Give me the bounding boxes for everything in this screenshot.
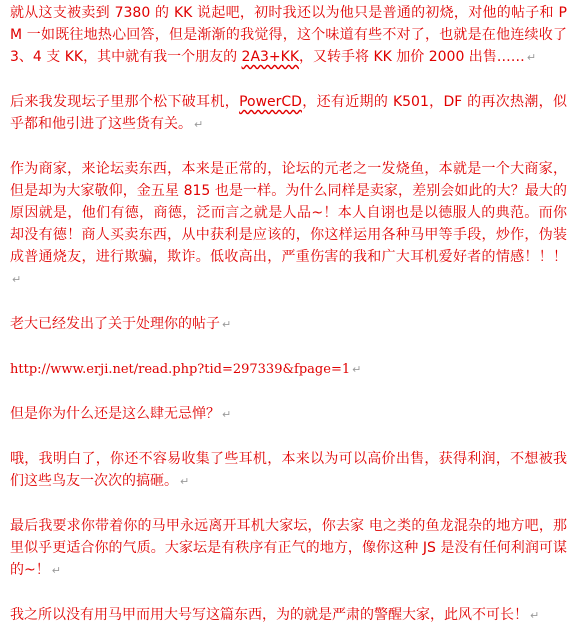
- document-body: [10, 2, 567, 627]
- paragraph-2-link-powercd[interactable]: PowerCD: [239, 94, 302, 110]
- paragraph-1-text-after: ，又转手将 KK 加价 2000 出售……: [299, 49, 525, 65]
- paragraph-9-text: 我之所以没有用马甲而用大号写这篇东西，为的就是严肃的警醒大家，此风不可长！: [10, 607, 528, 623]
- paragraph-mark-icon: ↵: [222, 408, 232, 421]
- paragraph-7-text: 哦，我明白了，你还不容易收集了些耳机，本来以为可以高价出售，获得利润，不想被我们这些鸟友一次次的搞砸。: [10, 451, 567, 489]
- paragraph-4-text: 老大已经发出了关于处理你的帖子: [10, 316, 220, 332]
- paragraph-2: [10, 91, 567, 136]
- paragraph-mark-icon: ↵: [526, 51, 537, 64]
- blank-line: [10, 336, 567, 358]
- paragraph-9: [10, 604, 567, 627]
- blank-line: [10, 136, 567, 158]
- paragraph-3-text: 作为商家，来论坛卖东西，本来是正常的，论坛的元老之一发烧鱼，本就是一个大商家，但是却为大家敬仰，金五星 815 也是一样。为什么同样是卖家，差别会如此的大？最大的原因就是，他们有德，商德，泛而言之就是人品~！本人自诩也是以德服人的典范。而你却没有德！商人买卖东西，从中获利是应该的，你这样运用各种马甲等手段，炒作，伪装成普通烧友，进行欺骗，欺诈。低收高出，严重伤害的我和广大耳机爱好者的情感！！！: [10, 161, 567, 265]
- paragraph-6-text: 但是你为什么还是这么肆无忌惮？: [10, 406, 220, 422]
- paragraph-mark-icon: ↵: [12, 273, 22, 286]
- paragraph-mark-icon: ↵: [222, 318, 232, 331]
- blank-line: [10, 381, 567, 403]
- blank-line: [10, 69, 567, 91]
- paragraph-2-text-after: ，还有近期的 K501，DF 的再次热潮，似乎都和他引进了这些货有关。: [10, 94, 567, 132]
- paragraph-7: [10, 448, 567, 493]
- paragraph-5: [10, 358, 567, 381]
- paragraph-1: [10, 2, 567, 69]
- paragraph-mark-icon: ↵: [352, 363, 362, 376]
- paragraph-1-link-2a3-kk[interactable]: 2A3+KK: [241, 49, 300, 65]
- paragraph-mark-icon: ↵: [194, 118, 204, 131]
- blank-line: [10, 291, 567, 313]
- paragraph-4: [10, 313, 567, 336]
- paragraph-8-text: 最后我要求你带着你的马甲永远离开耳机大家坛，你去家 电之类的鱼龙混杂的地方吧，那里似乎更适合你的气质。大家坛是有秩序有正气的地方，像你这种 JS 是没有任何利润可谋的~！: [10, 518, 567, 578]
- blank-line: [10, 582, 567, 604]
- paragraph-3: [10, 158, 567, 291]
- paragraph-6: [10, 403, 567, 426]
- paragraph-mark-icon: ↵: [51, 564, 61, 577]
- paragraph-2-text-before: 后来我发现坛子里那个松下破耳机，: [10, 94, 240, 110]
- paragraph-mark-icon: ↵: [180, 475, 190, 488]
- paragraph-mark-icon: ↵: [530, 609, 540, 622]
- paragraph-8: [10, 515, 567, 582]
- blank-line: [10, 426, 567, 448]
- blank-line: [10, 493, 567, 515]
- paragraph-1-text-before: 就从这支被卖到 7380 的 KK 说起吧，初时我还以为他只是普通的初烧，对他的帖子和 PM 一如既往地热心回答，但是渐渐的我觉得，这个味道有些不对了，也就是在他连续收了 3、4 支 KK，其中就有我一个朋友的: [10, 5, 567, 65]
- thread-url-link[interactable]: http://www.erji.net/read.php?tid=297339&fpage=1: [10, 362, 351, 377]
